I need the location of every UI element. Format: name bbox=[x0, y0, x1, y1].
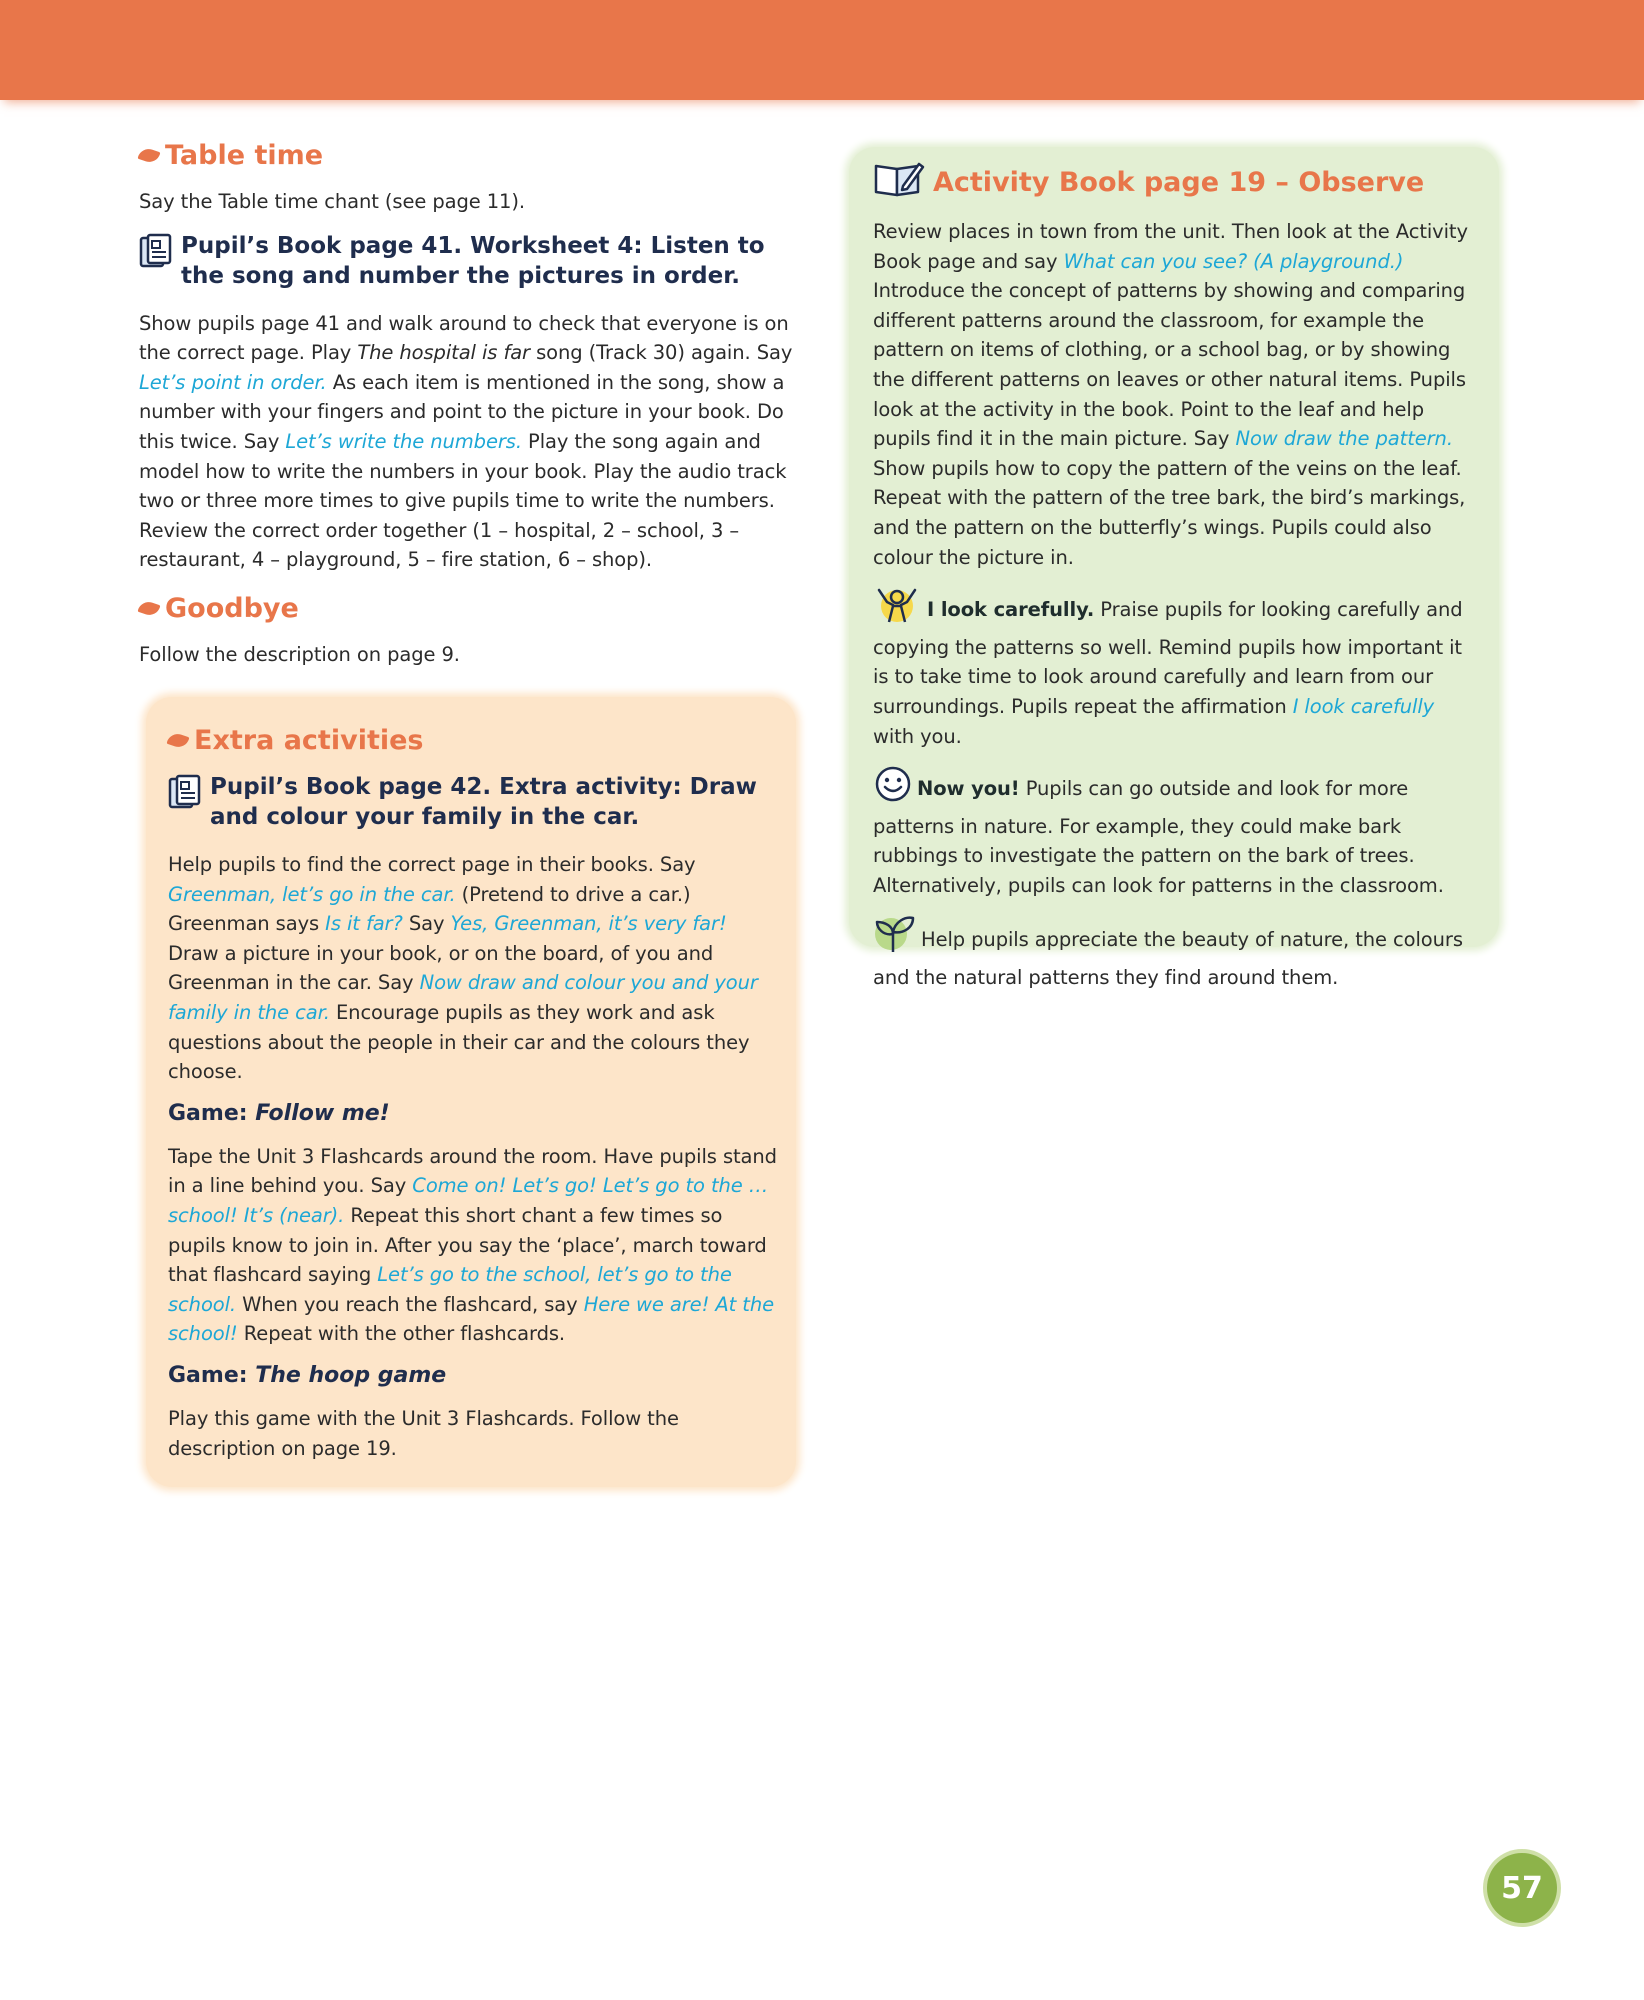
say-phrase: Here we are! At the school! bbox=[168, 1292, 774, 1346]
now-you-label: Now you! bbox=[917, 777, 1020, 801]
say-phrase: Let’s write the numbers. bbox=[285, 429, 522, 453]
game-follow-me-heading: Game: Follow me! bbox=[168, 1100, 390, 1126]
activity-book-content bbox=[873, 160, 1478, 1007]
sprout-icon bbox=[873, 914, 917, 963]
game-follow-me-text: Tape the Unit 3 Flashcards around the room. Have pupils stand in a line behind you. Say Come on! Let’s go! Let’s go to the … school! It’s (near). Repeat this short chant a few times so pupils know to join in. After you say the ‘place’, march toward that flashcard saying Let’s go to the school, let’s go to the school. When you reach the flashcard, say Here we are! At the school! Repeat with the other flashcards. bbox=[168, 1144, 777, 1346]
pupils-book-41-heading bbox=[139, 231, 799, 291]
page-number-badge: 57 bbox=[1487, 1853, 1557, 1923]
goodbye-text: Follow the description on page 9. bbox=[139, 642, 460, 666]
say-phrase: Let’s point in order. bbox=[139, 370, 327, 394]
say-phrase: Let’s go to the school, let’s go to the school. bbox=[168, 1263, 732, 1316]
smiley-face-icon bbox=[873, 765, 913, 812]
nature-text: Help pupils appreciate the beauty of nature, the colours and the natural patterns they find around them. bbox=[873, 928, 1463, 990]
goodbye-title: Goodbye bbox=[165, 592, 299, 624]
activity-book-instructions: Review places in town from the unit. Then look at the Activity Book page and say What can you see? (A playground.) Introduce the concept of patterns by showing and comparing different patterns around the classroom, for example the pattern on items of clothing, or a school bag, or by showing the different patterns on leaves or other natural items. Pupils look at the activity in the book. Point to the leaf and help pupils find it in the main picture. Say Now draw the pattern. Show pupils how to copy the pattern of the veins on the leaf. Repeat with the pattern of the tree bark, the bird’s markings, and the pattern on the butterfly’s wings. Pupils could also colour the picture in. bbox=[873, 220, 1468, 569]
say-phrase: Is it far? bbox=[325, 912, 403, 936]
i-look-carefully-label: I look carefully. bbox=[927, 598, 1095, 622]
leaf-bullet-icon bbox=[166, 731, 189, 750]
say-phrase: Greenman, let’s go in the car. bbox=[168, 882, 456, 906]
extra-activities-content bbox=[168, 725, 778, 1477]
pupils-book-41-title: Pupil’s Book page 41. Worksheet 4: Listen to the song and number the pictures in order. bbox=[181, 232, 765, 289]
left-column bbox=[139, 140, 799, 684]
table-time-heading bbox=[139, 140, 799, 171]
top-color-band bbox=[0, 0, 1644, 100]
leaf-bullet-icon bbox=[137, 146, 160, 165]
worksheet-icon bbox=[139, 233, 173, 277]
say-phrase: Now draw and colour you and your family in the car. bbox=[168, 971, 758, 1024]
extra-activities-title: Extra activities bbox=[194, 725, 424, 756]
now-you-paragraph: Now you! Pupils can go outside and look for more patterns in nature. For example, they could make bark rubbings to investigate the pattern on the bark of trees. Alternatively, pupils can look for patterns in the classroom. bbox=[873, 765, 1478, 900]
goodbye-heading bbox=[139, 593, 799, 624]
pupils-book-42-title: Pupil’s Book page 42. Extra activity: Draw and colour your family in the car. bbox=[210, 774, 757, 830]
i-look-carefully-paragraph: I look carefully. Praise pupils for looking carefully and copying the patterns so well. Remind pupils how important it is to take time to look around carefully and learn from our surroundings. Pupils repeat the affirmation I look carefully with you. bbox=[873, 586, 1478, 751]
table-time-instructions: Show pupils page 41 and walk around to check that everyone is on the correct page. Play The hospital is far song (Track 30) again. Say Let’s point in order. As each item is mentioned in the song, show a number with your fingers and point to the picture in your book. Do this twice. Say Let’s write the numbers. Play the song again and model how to write the numbers in your book. Play the audio track two or three more times to give pupils time to write the numbers. Review the correct order together (1 – hospital, 2 – school, 3 – restaurant, 4 – playground, 5 – fire station, 6 – shop). bbox=[139, 311, 793, 572]
activity-book-title: Activity Book page 19 – Observe bbox=[933, 167, 1425, 198]
game-hoop-heading: Game: The hoop game bbox=[168, 1362, 447, 1388]
table-time-intro: Say the Table time chant (see page 11). bbox=[139, 190, 525, 213]
say-phrase: Yes, Greenman, it’s very far! bbox=[450, 912, 727, 936]
say-phrase: Now draw the pattern. bbox=[1235, 427, 1453, 451]
extra-activity-instructions: Help pupils to find the correct page in their books. Say Greenman, let’s go in the car. (Pretend to drive a car.) Greenman says Is it far? Say Yes, Greenman, it’s very far! Draw a picture in your book, or on the board, of you and Greenman in the car. Say Now draw and colour you and your family in the car. Encourage pupils as they work and ask questions about the people in their car and the colours they choose. bbox=[168, 853, 758, 1084]
activity-book-heading bbox=[873, 160, 1478, 205]
table-time-title: Table time bbox=[165, 140, 324, 171]
game-hoop-text: Play this game with the Unit 3 Flashcards. Follow the description on page 19. bbox=[168, 1406, 679, 1460]
say-phrase: I look carefully bbox=[1292, 694, 1435, 718]
say-phrase: Come on! Let’s go! Let’s go to the … school! It’s (near). bbox=[168, 1174, 769, 1227]
say-phrase: What can you see? (A playground.) bbox=[1063, 249, 1404, 273]
nature-paragraph bbox=[873, 914, 1478, 992]
song-title: The hospital is far bbox=[357, 341, 530, 365]
leaf-bullet-icon bbox=[137, 599, 160, 618]
worksheet-icon bbox=[168, 774, 202, 818]
activity-book-icon bbox=[873, 160, 925, 205]
child-cheering-icon bbox=[873, 586, 923, 633]
pupils-book-42-heading bbox=[168, 772, 778, 832]
extra-activities-heading bbox=[168, 725, 778, 756]
